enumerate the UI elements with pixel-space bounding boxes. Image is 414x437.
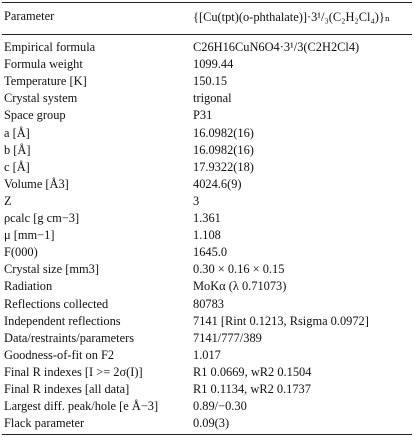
parameter-value: 80783 bbox=[193, 296, 224, 311]
table-row bbox=[2, 365, 412, 379]
parameter-value: trigonal bbox=[193, 91, 232, 106]
parameter-value: 0.30 × 0.16 × 0.15 bbox=[193, 262, 285, 277]
parameter-value: 7141 [Rint 0.1213, Rsigma 0.0972] bbox=[193, 313, 369, 328]
table-row bbox=[2, 416, 412, 430]
table-row bbox=[2, 126, 412, 140]
parameter-label: Largest diff. peak/hole [e Å−3] bbox=[4, 399, 159, 414]
parameter-value: 1645.0 bbox=[193, 245, 228, 260]
parameter-value: C26H16CuN6O4·3¹/3(C2H2Cl4) bbox=[193, 40, 360, 54]
table-row bbox=[2, 348, 412, 362]
parameter-label: Independent reflections bbox=[4, 313, 121, 328]
table-row bbox=[2, 228, 412, 242]
parameter-value: 1099.44 bbox=[193, 57, 234, 72]
parameter-label: Temperature [K] bbox=[4, 74, 87, 89]
parameter-value: 7141/777/389 bbox=[193, 330, 262, 345]
parameter-label: Radiation bbox=[4, 279, 53, 294]
header-parameter: Parameter bbox=[4, 9, 55, 23]
table-row bbox=[2, 382, 412, 396]
parameter-label: Flack parameter bbox=[4, 416, 85, 431]
parameter-label: Reflections collected bbox=[4, 296, 109, 311]
parameter-label: Data/restraints/parameters bbox=[4, 330, 135, 345]
parameter-label: c [Å] bbox=[4, 159, 30, 174]
parameter-value: 0.09(3) bbox=[193, 416, 230, 431]
parameter-label: ρcalc [g cm−3] bbox=[4, 211, 80, 225]
table-row bbox=[2, 40, 412, 54]
table-row bbox=[2, 74, 412, 88]
parameter-value: 16.0982(16) bbox=[193, 142, 254, 157]
parameter-value: MoKα (λ 0.71073) bbox=[193, 279, 287, 294]
parameter-value: 0.89/−0.30 bbox=[193, 399, 247, 414]
table-row bbox=[2, 297, 412, 311]
table-row bbox=[2, 331, 412, 345]
parameter-value: P31 bbox=[193, 108, 213, 123]
table-row bbox=[2, 194, 412, 208]
parameter-label: Volume [Å3] bbox=[4, 176, 69, 191]
table-row bbox=[2, 91, 412, 105]
table-row bbox=[2, 57, 412, 71]
header-rule bbox=[2, 34, 412, 35]
parameter-value: 1.108 bbox=[193, 228, 221, 243]
parameter-value: R1 0.0669, wR2 0.1504 bbox=[193, 364, 312, 379]
parameter-label: Formula weight bbox=[4, 57, 83, 72]
parameter-label: Final R indexes [I >= 2σ(I)] bbox=[4, 364, 143, 379]
table-row bbox=[2, 262, 412, 276]
parameter-label: Goodness-of-fit on F2 bbox=[4, 347, 115, 362]
table-row bbox=[2, 143, 412, 157]
bottom-rule bbox=[2, 434, 412, 435]
parameter-label: Empirical formula bbox=[4, 40, 96, 54]
table-row bbox=[2, 177, 412, 191]
parameter-label: b [Å] bbox=[4, 142, 31, 157]
parameter-label: Z bbox=[4, 193, 12, 208]
top-rule bbox=[2, 2, 412, 3]
parameter-label: Crystal size [mm3] bbox=[4, 262, 99, 277]
parameter-label: Crystal system bbox=[4, 91, 78, 106]
table-row bbox=[2, 160, 412, 174]
parameter-value: R1 0.1134, wR2 0.1737 bbox=[193, 382, 311, 396]
parameter-value: 16.0982(16) bbox=[193, 125, 254, 140]
parameter-label: F(000) bbox=[4, 245, 38, 260]
table-row bbox=[2, 399, 412, 413]
parameter-value: 17.9322(18) bbox=[193, 159, 254, 174]
table-row bbox=[2, 211, 412, 225]
parameter-value: 1.017 bbox=[193, 347, 221, 362]
parameter-label: Final R indexes [all data] bbox=[4, 382, 130, 396]
table-row bbox=[2, 245, 412, 259]
parameter-value: 3 bbox=[193, 193, 200, 208]
parameter-value: 4024.6(9) bbox=[193, 176, 242, 191]
table-row bbox=[2, 314, 412, 328]
table-row bbox=[2, 108, 412, 122]
header-compound: {[Cu(tpt)(o-phthalate)]·3¹/₃(C₂H₂Cl₄)}ₙ bbox=[193, 10, 391, 24]
parameter-label: μ [mm−1] bbox=[4, 228, 55, 243]
table-row bbox=[2, 279, 412, 293]
parameter-value: 1.361 bbox=[193, 211, 221, 225]
parameter-label: Space group bbox=[4, 108, 66, 123]
parameter-label: a [Å] bbox=[4, 125, 30, 140]
parameter-value: 150.15 bbox=[193, 74, 228, 89]
